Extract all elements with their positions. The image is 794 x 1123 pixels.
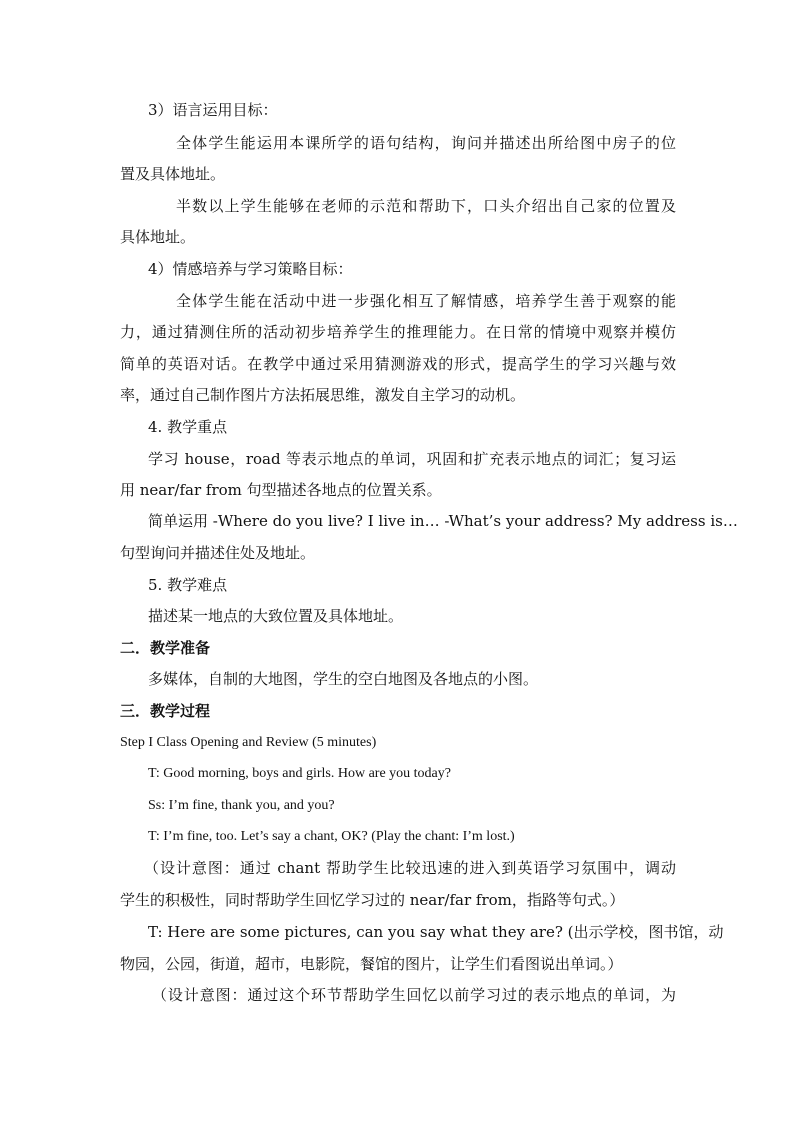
preparation-line1: 多媒体，自制的大地图，学生的空白地图及各地点的小图。	[148, 670, 539, 688]
key-points-line4: 句型询问并描述住处及地址。	[120, 544, 316, 562]
language-goal-para1-line1: 全体学生能运用本课所学的语句结构，询问并描述出所给图中房子的位	[176, 134, 676, 152]
emotion-goal-line2: 力，通过猜测住所的活动初步培养学生的推理能力。在日常的情境中观察并模仿	[120, 323, 676, 341]
language-goal-para2-line1: 半数以上学生能够在老师的示范和帮助下，口头介绍出自己家的位置及	[176, 197, 676, 215]
difficulties-line1: 描述某一地点的大致位置及具体地址。	[148, 607, 404, 625]
design-intent-1-line2: 学生的积极性，同时帮助学生回忆学习过的 near/far from，指路等句式。）	[120, 891, 625, 909]
difficulties-heading: 5. 教学难点	[148, 576, 228, 594]
key-points-line3: 简单运用 -Where do you live? I live in… -What’s your address? My address is…	[148, 512, 738, 530]
language-goal-heading: 3）语言运用目标：	[148, 101, 278, 119]
design-intent-2-line1: （设计意图：通过这个环节帮助学生回忆以前学习过的表示地点的单词，为	[152, 986, 676, 1004]
emotion-goal-line1: 全体学生能在活动中进一步强化相互了解情感，培养学生善于观察的能	[176, 292, 676, 310]
dialogue-students-1: Ss: I’m fine, thank you, and you?	[148, 798, 335, 813]
dialogue-teacher-1: T: Good morning, boys and girls. How are you today?	[148, 766, 451, 781]
preparation-heading: 二．教学准备	[120, 639, 211, 657]
design-intent-1-line1: （设计意图：通过 chant 帮助学生比较迅速的进入到英语学习氛围中，调动	[144, 859, 676, 877]
language-goal-para2-line2: 具体地址。	[120, 228, 196, 246]
emotion-goal-line4: 率，通过自己制作图片方法拓展思维，激发自主学习的动机。	[120, 386, 526, 404]
process-heading: 三．教学过程	[120, 702, 211, 720]
process-step1: Step I Class Opening and Review (5 minutes)	[120, 735, 377, 750]
dialogue-teacher-2: T: I’m fine, too. Let’s say a chant, OK? (Play the chant: I’m lost.)	[148, 829, 515, 844]
key-points-line2: 用 near/far from 句型描述各地点的位置关系。	[120, 481, 442, 499]
emotion-goal-heading: 4）情感培养与学习策略目标：	[148, 260, 353, 278]
dialogue-teacher-3-line1: T: Here are some pictures, can you say what they are? (出示学校，图书馆，动	[148, 923, 724, 941]
dialogue-teacher-3-line2: 物园，公园，街道，超市，电影院，餐馆的图片，让学生们看图说出单词。）	[120, 955, 623, 973]
key-points-line1: 学习 house，road 等表示地点的单词，巩固和扩充表示地点的词汇；复习运	[148, 450, 676, 468]
emotion-goal-line3: 简单的英语对话。在教学中通过采用猜测游戏的形式，提高学生的学习兴趣与效	[120, 355, 676, 373]
language-goal-para1-line2: 置及具体地址。	[120, 165, 226, 183]
key-points-heading: 4. 教学重点	[148, 418, 228, 436]
